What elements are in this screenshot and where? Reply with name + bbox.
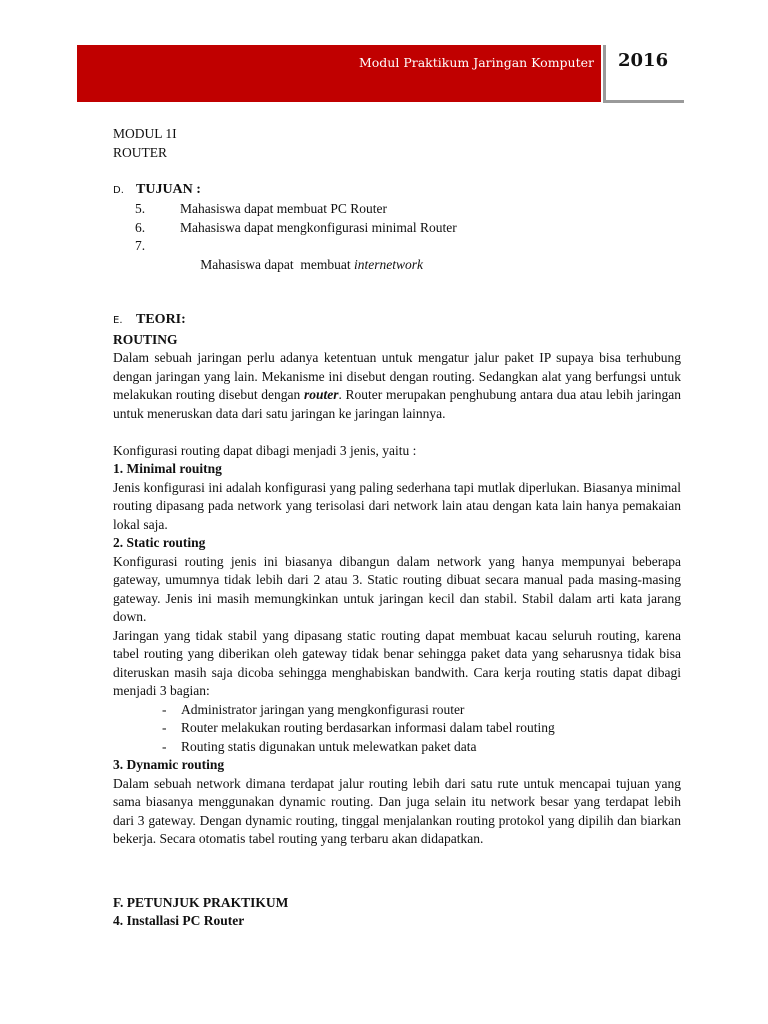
static-routing-text-1: Konfigurasi routing jenis ini biasanya dibangun dalam network yang hanya mempunyai beberapa gateway, umumnya tidak lebih dari 2 atau 3. Static routing dibuat secara manual pada masing-masing gateway. Jenis ini masih memungkinkan untuk jaringan kecil dan stabil. Stabil dalam arti kata jarang down.: [113, 553, 681, 624]
list-item: 7. Mahasiswa dapat membuat internetwork: [135, 238, 423, 272]
routing-title: ROUTING: [113, 331, 178, 347]
teori-heading: [113, 311, 681, 331]
list-item: 5. Mahasiswa dapat membuat PC Router: [135, 201, 387, 216]
static-routing-title: 2. Static routing: [113, 535, 206, 550]
petunjuk-subtitle: 4. Installasi PC Router: [113, 913, 245, 928]
section-letter-d: D.: [113, 184, 124, 196]
module-number: MODUL 1I: [113, 126, 177, 141]
list-item: 6. Mahasiswa dapat mengkonfigurasi minimal Router: [135, 219, 457, 235]
list-item: - Routing statis digunakan untuk melewatkan paket data: [162, 738, 477, 754]
header-divider: [603, 45, 606, 102]
list-item: - Router melakukan routing berdasarkan informasi dalam tabel routing: [162, 720, 555, 735]
routing-paragraph: Dalam sebuah jaringan perlu adanya ketentuan untuk mengatur jalur paket IP supaya bisa terhubung dengan jaringan yang lain. Mekanisme ini disebut dengan routing. Sedangkan alat yang berfungsi untuk melakukan routing disebut dengan router. Router merupakan penghubung antara dua atau lebih jaringan untuk meneruskan data dari satu jaringan ke jaringan lainnya.: [113, 350, 681, 421]
tujuan-label: TUJUAN :: [136, 181, 201, 197]
module-title: ROUTER: [113, 144, 167, 160]
petunjuk-title: F. PETUNJUK PRAKTIKUM: [113, 894, 289, 910]
header-underline: [603, 100, 684, 103]
header-title: Modul Praktikum Jaringan Komputer: [358, 55, 594, 70]
header-year: 2016: [618, 50, 669, 71]
minimal-routing-title: 1. Minimal rouitng: [113, 461, 222, 476]
header-bar: [77, 45, 601, 102]
static-routing-text-2: Jaringan yang tidak stabil yang dipasang static routing dapat membuat kacau seluruh routing, karena tabel routing yang diberikan oleh gateway tidak benar sehingga paket data yang seharusnya tidak bisa diteruskan masih saja dicoba sehingga menghabiskan bandwith. Cara kerja routing statis dapat dibagi menjadi 3 bagian:: [113, 627, 681, 698]
list-item: - Administrator jaringan yang mengkonfigurasi router: [162, 701, 465, 717]
config-intro: Konfigurasi routing dapat dibagi menjadi 3 jenis, yaitu :: [113, 442, 417, 458]
document-body: [113, 125, 681, 931]
dynamic-routing-text: Dalam sebuah network dimana terdapat jalur routing lebih dari satu rute untuk mencapai tujuan yang sama biasanya menggunakan dynamic routing. Dan juga selain itu network besar yang terdapat lebih dari 3 gateway. Dengan dynamic routing, tinggal menjalankan routing protokol yang dipilih dan biarkan bekerja. Secara otomatis tabel routing yang terbaru akan didapatkan.: [113, 775, 681, 846]
teori-label: TEORI:: [136, 312, 186, 327]
minimal-routing-text: Jenis konfigurasi ini adalah konfigurasi yang paling sederhana tapi mutlak diperlukan. Biasanya minimal routing dipasang pada network yang terisolasi dari network lain atau dengan kata lain hanya pemakaian lokal saja.: [113, 479, 681, 532]
section-letter-e: E.: [113, 315, 123, 326]
dynamic-routing-title: 3. Dynamic routing: [113, 757, 225, 772]
tujuan-heading: [113, 181, 681, 201]
